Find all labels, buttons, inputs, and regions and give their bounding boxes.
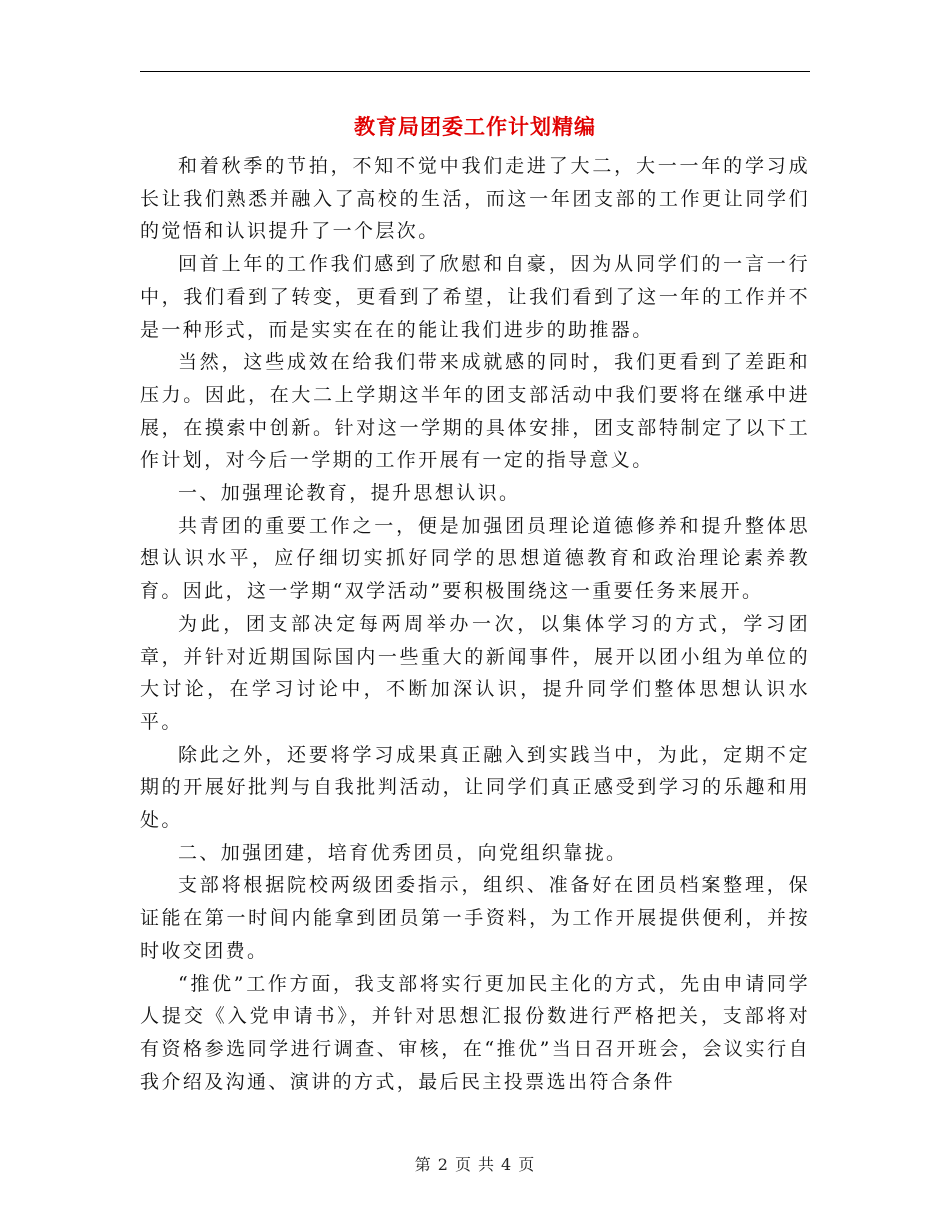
document-body (140, 150, 810, 1098)
section-heading: 二、加强团建，培育优秀团员，向党组织靠拢。 (178, 841, 628, 864)
paragraph: 当然，这些成效在给我们带来成就感的同时，我们更看到了差距和压力。因此，在大二上学期这半年的团支部活动中我们要将在继承中进展，在摸索中创新。针对这一学期的具体安排，团支部特制定了以下工作计划，对今后一学期的工作开展有一定的指导意义。 (140, 351, 810, 472)
paragraph: 为此，团支部决定每两周举办一次，以集体学习的方式，学习团章，并针对近期国际国内一些重大的新闻事件，展开以团小组为单位的大讨论，在学习讨论中，不断加深认识，提升同学们整体思想认识水平。 (140, 612, 810, 733)
paragraph: “推优”工作方面，我支部将实行更加民主化的方式，先由申请同学人提交《入党申请书》，并针对思想汇报份数进行严格把关，支部将对有资格参选同学进行调查、审核，在“推优”当日召开班会，会议实行自我介绍及沟通、演讲的方式，最后民主投票选出符合条件 (140, 972, 810, 1093)
footer-total-pages: 4 (501, 1155, 513, 1174)
section-heading: 一、加强理论教育，提升思想认识。 (178, 482, 521, 505)
paragraph: 共青团的重要工作之一，便是加强团员理论道德修养和提升整体思想认识水平，应仔细切实抓好同学的思想道德教育和政治理论素养教育。因此，这一学期“双学活动”要积极围绕这一重要任务来展开。 (140, 514, 810, 603)
footer-total-unit: 页 (518, 1155, 536, 1174)
document-title: 教育局团委工作计划精编 (354, 114, 596, 139)
paragraph: 回首上年的工作我们感到了欣慰和自豪，因为从同学们的一言一行中，我们看到了转变，更看到了希望，让我们看到了这一年的工作并不是一种形式，而是实实在在的能让我们进步的助推器。 (140, 253, 810, 341)
header-rule (140, 71, 810, 72)
footer-total-prefix: 共 (478, 1155, 496, 1174)
page-footer (0, 1154, 950, 1176)
paragraph: 和着秋季的节拍，不知不觉中我们走进了大二，大一一年的学习成长让我们熟悉并融入了高校的生活，而这一年团支部的工作更让同学们的觉悟和认识提升了一个层次。 (140, 155, 810, 243)
paragraph: 支部将根据院校两级团委指示，组织、准备好在团员档案整理，保证能在第一时间内能拿到团员第一手资料，为工作开展提供便利，并按时收交团费。 (140, 874, 810, 962)
footer-page-unit: 页 (454, 1155, 472, 1174)
footer-current-page: 2 (437, 1155, 449, 1174)
paragraph: 除此之外，还要将学习成果真正融入到实践当中，为此，定期不定期的开展好批判与自我批判活动，让同学们真正感受到学习的乐趣和用处。 (140, 743, 810, 832)
footer-prefix: 第 (414, 1155, 432, 1174)
